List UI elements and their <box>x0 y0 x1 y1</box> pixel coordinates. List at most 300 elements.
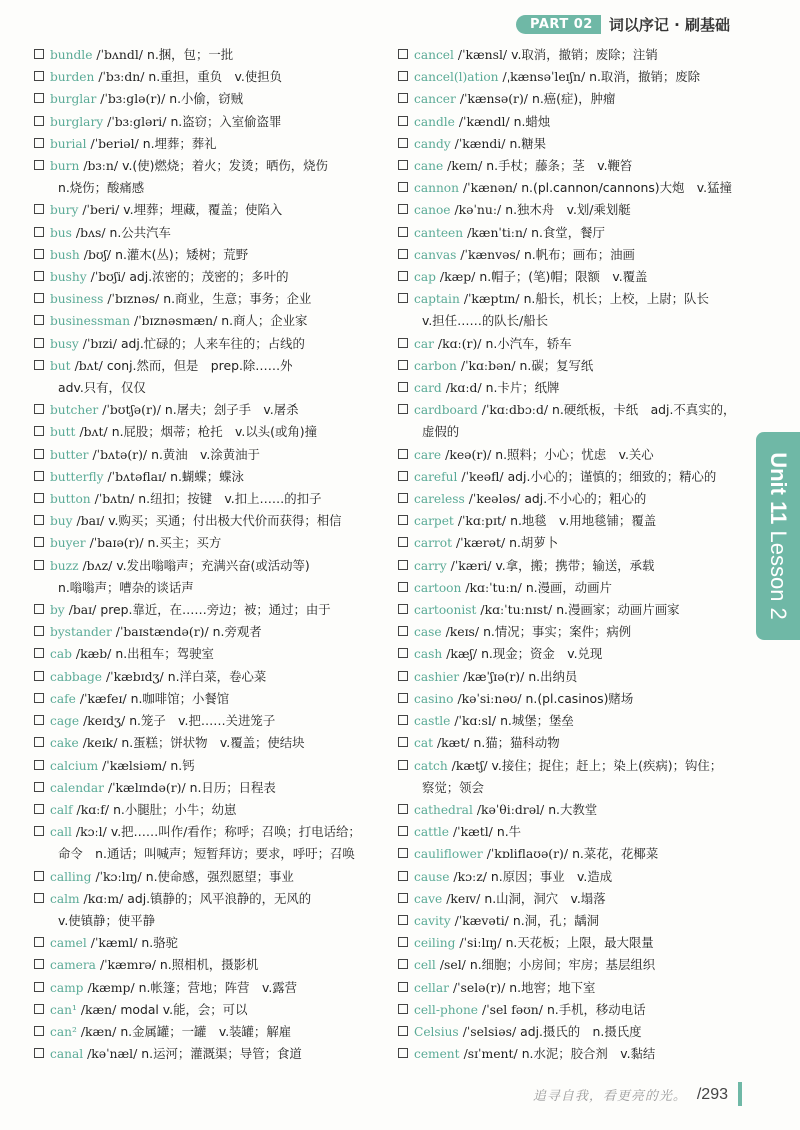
vocab-entry <box>34 88 386 110</box>
vocab-entry <box>34 444 386 466</box>
checkbox-icon[interactable] <box>34 93 44 103</box>
vocab-entry <box>34 821 386 865</box>
vocab-phonetic: /ˈbʊʃi/ <box>90 269 126 285</box>
vocab-definition: n.旁观者 <box>212 624 262 640</box>
left-column <box>34 44 386 1065</box>
vocab-phonetic: /ˈberi/ <box>82 202 120 218</box>
vocab-phonetic: /ˈbɪznəsmæn/ <box>134 313 218 329</box>
vocab-entry <box>34 999 386 1021</box>
vocab-phonetic: /kɑː(r)/ <box>437 335 482 351</box>
vocab-entry <box>34 1043 386 1065</box>
vocab-word: cat <box>414 736 433 751</box>
vocab-phonetic: /ˈbʌtə(r)/ <box>92 446 148 462</box>
vocab-word: cannon <box>414 181 459 196</box>
vocab-definition: v.拿，搬；携带；输送，承载 <box>495 557 655 573</box>
vocab-word: camera <box>50 958 96 973</box>
vocab-entry <box>34 799 386 821</box>
checkbox-icon[interactable] <box>34 959 44 969</box>
vocab-phonetic: /kɑːd/ <box>445 380 482 396</box>
vocab-entry <box>398 377 750 399</box>
checkbox-icon[interactable] <box>34 893 44 903</box>
vocab-phonetic: /kæt/ <box>437 735 470 751</box>
checkbox-icon[interactable] <box>398 493 408 503</box>
vocab-entry <box>34 310 386 332</box>
vocab-word: canal <box>50 1047 84 1062</box>
vocab-word: bushy <box>50 270 87 285</box>
vocab-entry <box>398 532 750 554</box>
vocab-definition: n.硬纸板，卡纸 adj.不真实的， <box>552 402 736 418</box>
vocab-definition: n.取消，撤销；废除 <box>589 69 701 85</box>
vocab-definition: n.咖啡馆；小餐馆 <box>130 690 230 706</box>
checkbox-icon[interactable] <box>398 826 408 836</box>
page-header <box>516 14 730 35</box>
vocab-definition-continued: n.嗡嗡声；嘈杂的谈话声 <box>58 579 194 595</box>
checkbox-icon[interactable] <box>34 604 44 614</box>
checkbox-icon[interactable] <box>398 404 408 414</box>
checkbox-icon[interactable] <box>398 648 408 658</box>
vocab-phonetic: /kæʃ/ <box>446 646 478 662</box>
vocab-phonetic: /kæˈʃɪə(r)/ <box>463 668 525 684</box>
vocab-definition: adj.忙碌的；人来车往的；占线的 <box>120 335 305 351</box>
vocab-phonetic: /kɑːf/ <box>76 801 110 817</box>
checkbox-icon[interactable] <box>34 1026 44 1036</box>
vocab-definition: n.重担，重负 v.使担负 <box>148 69 283 85</box>
checkbox-icon[interactable] <box>34 471 44 481</box>
checkbox-icon[interactable] <box>398 271 408 281</box>
vocab-phonetic: /ˈkætl/ <box>453 824 493 840</box>
checkbox-icon[interactable] <box>34 982 44 992</box>
vocab-phonetic: /keɪk/ <box>82 735 118 751</box>
vocab-definition: adj.不小心的；粗心的 <box>524 491 647 507</box>
checkbox-icon[interactable] <box>34 804 44 814</box>
vocab-word: candle <box>414 114 455 129</box>
vocab-entry <box>398 355 750 377</box>
vocab-phonetic: /ˈbʌndl/ <box>96 47 143 62</box>
checkbox-icon[interactable] <box>34 671 44 681</box>
checkbox-icon[interactable] <box>34 138 44 148</box>
vocab-entry <box>398 688 750 710</box>
vocab-entry <box>34 777 386 799</box>
unit-label: Unit 11 <box>766 452 791 525</box>
vocab-definition: v.接住；捉住；赶上；染上(疾病)；钩住； <box>491 757 723 773</box>
checkbox-icon[interactable] <box>398 671 408 681</box>
checkbox-icon[interactable] <box>34 826 44 836</box>
vocab-entry <box>34 732 386 754</box>
vocab-entry <box>398 510 750 532</box>
vocab-definition: n.屁股；烟蒂；枪托 v.以头(或角)撞 <box>111 424 317 440</box>
checkbox-icon[interactable] <box>34 360 44 370</box>
vocab-word: cardboard <box>414 403 478 418</box>
checkbox-icon[interactable] <box>34 493 44 503</box>
vocab-definition: n.漫画家；动画片画家 <box>556 602 680 618</box>
vocab-phonetic: /ˈkɑːpɪt/ <box>457 513 507 529</box>
vocab-word: burglar <box>50 92 97 107</box>
unit-lesson-tab <box>756 432 800 640</box>
vocab-entry <box>398 266 750 288</box>
vocab-entry <box>34 510 386 532</box>
vocab-phonetic: /bʌz/ <box>82 557 113 573</box>
checkbox-icon[interactable] <box>398 515 408 525</box>
vocab-entry <box>34 244 386 266</box>
vocab-phonetic: /kəˈnæl/ <box>87 1046 138 1062</box>
vocab-phonetic: /sel/ <box>439 957 466 973</box>
checkbox-icon[interactable] <box>398 1026 408 1036</box>
page-footer <box>533 1085 728 1104</box>
vocab-definition: modal v.能，会；可以 <box>120 1001 248 1017</box>
checkbox-icon[interactable] <box>34 315 44 325</box>
vocab-word: candy <box>414 136 451 151</box>
vocab-word: cartoon <box>414 580 462 595</box>
vocab-entry <box>398 1021 750 1043</box>
vocab-phonetic: /ˈkɒliflaʊə(r)/ <box>486 846 569 862</box>
vocab-phonetic: /ˈkænsə(r)/ <box>459 91 528 107</box>
vocab-phonetic: /bʌt/ <box>79 424 108 440</box>
vocab-phonetic: /ˈkærət/ <box>455 535 506 551</box>
checkbox-icon[interactable] <box>34 271 44 281</box>
vocab-entry <box>398 133 750 155</box>
vocab-definition: n.牛 <box>496 824 522 840</box>
checkbox-icon[interactable] <box>398 982 408 992</box>
vocab-phonetic: /ˈkælɪndə(r)/ <box>107 779 186 795</box>
checkbox-icon[interactable] <box>398 93 408 103</box>
vocab-phonetic: /ˈkɑːdbɔːd/ <box>481 402 549 418</box>
checkbox-icon[interactable] <box>398 382 408 392</box>
checkbox-icon[interactable] <box>398 471 408 481</box>
vocab-entry <box>398 643 750 665</box>
vocab-definition: adj.浓密的；茂密的；多叶的 <box>129 269 289 285</box>
vocab-word: cake <box>50 736 79 751</box>
checkbox-icon[interactable] <box>398 1004 408 1014</box>
vocab-entry <box>34 888 386 932</box>
vocab-phonetic: /kætʃ/ <box>451 757 488 773</box>
vocab-entry <box>398 555 750 577</box>
checkbox-icon[interactable] <box>398 138 408 148</box>
vocab-word: bundle <box>50 48 93 62</box>
vocab-definition-continued: v.使镇静；使平静 <box>58 912 156 928</box>
vocab-word: cell-phone <box>414 1002 479 1017</box>
checkbox-icon[interactable] <box>398 604 408 614</box>
vocab-entry <box>398 732 750 754</box>
checkbox-icon[interactable] <box>398 71 408 81</box>
vocab-definition: n.钙 <box>170 757 195 773</box>
vocab-word: carrot <box>414 536 452 551</box>
vocab-entry <box>34 866 386 888</box>
vocab-phonetic: /ˈkæptɪn/ <box>463 291 520 307</box>
checkbox-icon[interactable] <box>34 871 44 881</box>
vocab-word: but <box>50 358 71 373</box>
vocab-definition: n.手机，移动电话 <box>546 1001 646 1017</box>
vocab-word: can¹ <box>50 1002 77 1017</box>
right-column <box>398 44 750 1065</box>
checkbox-icon[interactable] <box>398 182 408 192</box>
checkbox-icon[interactable] <box>34 204 44 214</box>
vocab-definition: n.捆，包；一批 <box>146 47 234 62</box>
vocab-definition: conj.然而，但是 prep.除……外 <box>106 357 293 373</box>
vocab-phonetic: /ˈkævəti/ <box>454 912 509 928</box>
checkbox-icon[interactable] <box>398 116 408 126</box>
vocab-phonetic: /ˈkæri/ <box>450 557 492 573</box>
vocab-phonetic: /ˈbɪznəs/ <box>107 291 160 307</box>
vocab-definition: n.买主；买方 <box>147 535 222 551</box>
vocab-definition: n.糖果 <box>509 135 547 151</box>
checkbox-icon[interactable] <box>398 848 408 858</box>
vocab-word: cave <box>414 891 443 906</box>
vocab-word: castle <box>414 714 451 729</box>
vocab-word: cafe <box>50 691 76 706</box>
vocab-definition: n.山洞，洞穴 v.塌落 <box>484 890 606 906</box>
vocab-word: business <box>50 292 104 307</box>
vocab-phonetic: /ˈbɪzi/ <box>82 335 117 351</box>
checkbox-icon[interactable] <box>34 338 44 348</box>
vocab-phonetic: /kɑːm/ <box>83 890 124 906</box>
checkbox-icon[interactable] <box>398 449 408 459</box>
vocab-word: cement <box>414 1047 460 1062</box>
vocab-entry <box>34 266 386 288</box>
checkbox-icon[interactable] <box>34 537 44 547</box>
vocab-word: catch <box>414 758 448 773</box>
vocab-entry <box>34 599 386 621</box>
vocab-definition: n.小汽车，轿车 <box>485 335 572 351</box>
checkbox-icon[interactable] <box>398 737 408 747</box>
checkbox-icon[interactable] <box>398 49 408 59</box>
vocab-phonetic: /ˈselsiəs/ <box>462 1023 517 1039</box>
vocab-word: businessman <box>50 314 131 329</box>
vocab-definition: n.(pl.casinos)赌场 <box>525 690 634 706</box>
checkbox-icon[interactable] <box>398 227 408 237</box>
vocab-phonetic: /bʌt/ <box>74 357 103 373</box>
vocab-phonetic: /ˈkæml/ <box>90 935 138 951</box>
vocab-definition: v.取消，撤销；废除；注销 <box>511 47 658 62</box>
vocab-entry <box>34 155 386 199</box>
vocab-entry <box>398 244 750 266</box>
vocab-definition: n.笼子 v.把……关进笼子 <box>129 713 276 729</box>
checkbox-icon[interactable] <box>398 693 408 703</box>
checkbox-icon[interactable] <box>398 204 408 214</box>
vocab-word: ceiling <box>414 936 456 951</box>
checkbox-icon[interactable] <box>34 693 44 703</box>
vocab-phonetic: /kɔːl/ <box>75 824 107 840</box>
checkbox-icon[interactable] <box>398 626 408 636</box>
vocab-phonetic: /ˈkælsiəm/ <box>102 757 167 773</box>
checkbox-icon[interactable] <box>34 1048 44 1058</box>
lesson-label: Lesson 2 <box>766 530 791 620</box>
vocab-word: cellar <box>414 980 449 995</box>
page-bar <box>738 1082 742 1106</box>
vocab-definition: n.卡片；纸牌 <box>485 380 560 396</box>
vocab-word: casino <box>414 691 454 706</box>
vocab-definition-continued: n.烧伤；酸痛感 <box>58 180 145 196</box>
vocab-entry <box>34 488 386 510</box>
vocab-word: cancer <box>414 92 456 107</box>
checkbox-icon[interactable] <box>398 760 408 770</box>
vocab-entry <box>34 532 386 554</box>
vocab-definition: n.猫；猫科动物 <box>473 735 560 751</box>
vocab-phonetic: /ˈbɜːdn/ <box>98 69 145 85</box>
vocab-definition: n.(pl.cannon/cannons)大炮 v.猛撞 <box>521 180 732 196</box>
vocab-entry <box>398 222 750 244</box>
vocab-entry <box>398 577 750 599</box>
vocab-word: buyer <box>50 536 86 551</box>
vocab-definition: n.出租车；驾驶室 <box>115 646 214 662</box>
checkbox-icon[interactable] <box>398 338 408 348</box>
vocab-entry <box>398 88 750 110</box>
vocab-entry <box>398 977 750 999</box>
vocab-definition: n.商业，生意；事务；企业 <box>163 291 312 307</box>
vocab-word: buy <box>50 514 73 529</box>
checkbox-icon[interactable] <box>34 515 44 525</box>
vocab-word: carpet <box>414 514 454 529</box>
checkbox-icon[interactable] <box>34 249 44 259</box>
vocab-definition: n.船长，机长；上校，上尉；队长 <box>523 291 709 307</box>
vocab-definition: n.小偷，窃贼 <box>169 91 244 107</box>
checkbox-icon[interactable] <box>34 426 44 436</box>
vocab-entry <box>398 288 750 332</box>
vocab-entry <box>398 1043 750 1065</box>
vocab-word: captain <box>414 292 460 307</box>
vocab-definition-continued: 虚假的 <box>422 424 460 440</box>
checkbox-icon[interactable] <box>34 404 44 414</box>
checkbox-icon[interactable] <box>34 648 44 658</box>
vocab-definition: adj.小心的；谨慎的；细致的；精心的 <box>507 468 717 484</box>
checkbox-icon[interactable] <box>34 227 44 237</box>
checkbox-icon[interactable] <box>34 760 44 770</box>
checkbox-icon[interactable] <box>34 1004 44 1014</box>
vocab-definition: n.纽扣；按键 v.扣上……的扣子 <box>138 491 322 507</box>
checkbox-icon[interactable] <box>34 71 44 81</box>
vocab-definition: n.蛋糕；饼状物 v.覆盖；使结块 <box>121 735 305 751</box>
checkbox-icon[interactable] <box>398 293 408 303</box>
checkbox-icon[interactable] <box>34 293 44 303</box>
vocab-definition: n.碳；复写纸 <box>519 357 594 373</box>
checkbox-icon[interactable] <box>398 537 408 547</box>
checkbox-icon[interactable] <box>34 782 44 792</box>
vocab-entry <box>398 199 750 221</box>
vocab-definition: n.商人；企业家 <box>221 313 308 329</box>
vocab-definition: n.漫画，动画片 <box>525 579 612 595</box>
vocab-definition: n.公共汽车 <box>109 224 171 240</box>
checkbox-icon[interactable] <box>398 715 408 725</box>
vocab-entry <box>398 621 750 643</box>
vocab-entry <box>398 488 750 510</box>
vocab-word: butter <box>50 447 89 462</box>
vocab-definition: n.地毯 v.用地毯铺；覆盖 <box>510 513 657 529</box>
vocab-entry <box>34 555 386 599</box>
vocab-word: cell <box>414 958 436 973</box>
checkbox-icon[interactable] <box>34 937 44 947</box>
vocab-definition: n.菜花，花椰菜 <box>572 846 659 862</box>
vocab-definition-continued: v.担任……的队长/船长 <box>422 313 548 329</box>
vocab-definition: n.骆驼 <box>141 935 178 951</box>
vocab-word: bush <box>50 247 80 262</box>
checkbox-icon[interactable] <box>34 160 44 170</box>
vocab-phonetic: /baɪ/ <box>76 513 105 529</box>
checkbox-icon[interactable] <box>398 893 408 903</box>
vocab-entry <box>398 843 750 865</box>
checkbox-icon[interactable] <box>398 915 408 925</box>
part-badge: PART 02 <box>516 15 601 34</box>
checkbox-icon[interactable] <box>34 116 44 126</box>
vocab-word: busy <box>50 336 79 351</box>
page-number: /293 <box>696 1086 728 1103</box>
vocab-word: butcher <box>50 403 99 418</box>
vocab-definition: v.埋葬；埋藏，覆盖；使陷入 <box>123 202 283 218</box>
vocab-word: cash <box>414 647 443 662</box>
vocab-entry <box>398 888 750 910</box>
vocab-definition: n.蝴蝶；蝶泳 <box>170 468 244 484</box>
checkbox-icon[interactable] <box>34 560 44 570</box>
checkbox-icon[interactable] <box>398 160 408 170</box>
vocab-phonetic: /ˈkæbɪdʒ/ <box>105 668 164 684</box>
vocab-word: cashier <box>414 669 460 684</box>
vocab-phonetic: /bɜːn/ <box>83 158 119 174</box>
checkbox-icon[interactable] <box>34 449 44 459</box>
vocab-entry <box>398 177 750 199</box>
checkbox-icon[interactable] <box>398 360 408 370</box>
vocab-phonetic: /ˈbʌtəflaɪ/ <box>107 468 167 484</box>
vocab-word: care <box>414 447 442 462</box>
vocab-entry <box>398 399 750 443</box>
checkbox-icon[interactable] <box>398 249 408 259</box>
vocab-entry <box>398 866 750 888</box>
vocab-entry <box>34 710 386 732</box>
checkbox-icon[interactable] <box>398 804 408 814</box>
checkbox-icon[interactable] <box>398 959 408 969</box>
vocab-phonetic: /kəˈnuː/ <box>454 202 502 218</box>
vocab-entry <box>34 643 386 665</box>
checkbox-icon[interactable] <box>34 737 44 747</box>
checkbox-icon[interactable] <box>398 582 408 592</box>
checkbox-icon[interactable] <box>398 937 408 947</box>
vocab-word: buzz <box>50 558 79 573</box>
vocab-definition-continued: 命令 n.通话；叫喊声；短暂拜访；要求，呼吁；召唤 <box>58 846 355 862</box>
checkbox-icon[interactable] <box>34 715 44 725</box>
vocab-phonetic: /ˈkɑːsl/ <box>454 713 497 729</box>
checkbox-icon[interactable] <box>34 49 44 59</box>
vocab-phonetic: /ˈkænvəs/ <box>460 246 520 262</box>
vocab-phonetic: /baɪ/ <box>68 602 97 618</box>
vocab-phonetic: /kænˈtiːn/ <box>467 224 528 240</box>
vocab-entry <box>398 710 750 732</box>
checkbox-icon[interactable] <box>34 626 44 636</box>
vocab-word: cartoonist <box>414 603 477 618</box>
vocab-word: camel <box>50 936 87 951</box>
vocab-entry <box>34 111 386 133</box>
vocab-definition-continued: adv.只有，仅仅 <box>58 380 146 396</box>
vocab-entry <box>34 688 386 710</box>
vocab-entry <box>34 133 386 155</box>
vocab-entry <box>398 999 750 1021</box>
vocab-entry <box>34 222 386 244</box>
vocab-word: cab <box>50 647 72 662</box>
vocab-entry <box>398 910 750 932</box>
vocab-phonetic: /bʌs/ <box>75 224 106 240</box>
checkbox-icon[interactable] <box>398 560 408 570</box>
vocab-entry <box>398 155 750 177</box>
vocab-phonetic: /ˈkænən/ <box>462 180 518 196</box>
vocab-phonetic: /ˈbʌtn/ <box>94 491 135 507</box>
checkbox-icon[interactable] <box>398 871 408 881</box>
vocab-phonetic: /keɪn/ <box>447 158 483 174</box>
vocab-phonetic: /kəˈsiːnəʊ/ <box>457 690 522 706</box>
vocab-word: case <box>414 625 442 640</box>
checkbox-icon[interactable] <box>398 1048 408 1058</box>
vocab-entry <box>34 421 386 443</box>
vocab-word: cavity <box>414 913 451 928</box>
vocab-phonetic: /kɔːz/ <box>453 868 487 884</box>
vocab-entry <box>34 66 386 88</box>
vocab-word: canteen <box>414 225 464 240</box>
vocab-definition: n.情况；事实；案件；病例 <box>483 624 632 640</box>
